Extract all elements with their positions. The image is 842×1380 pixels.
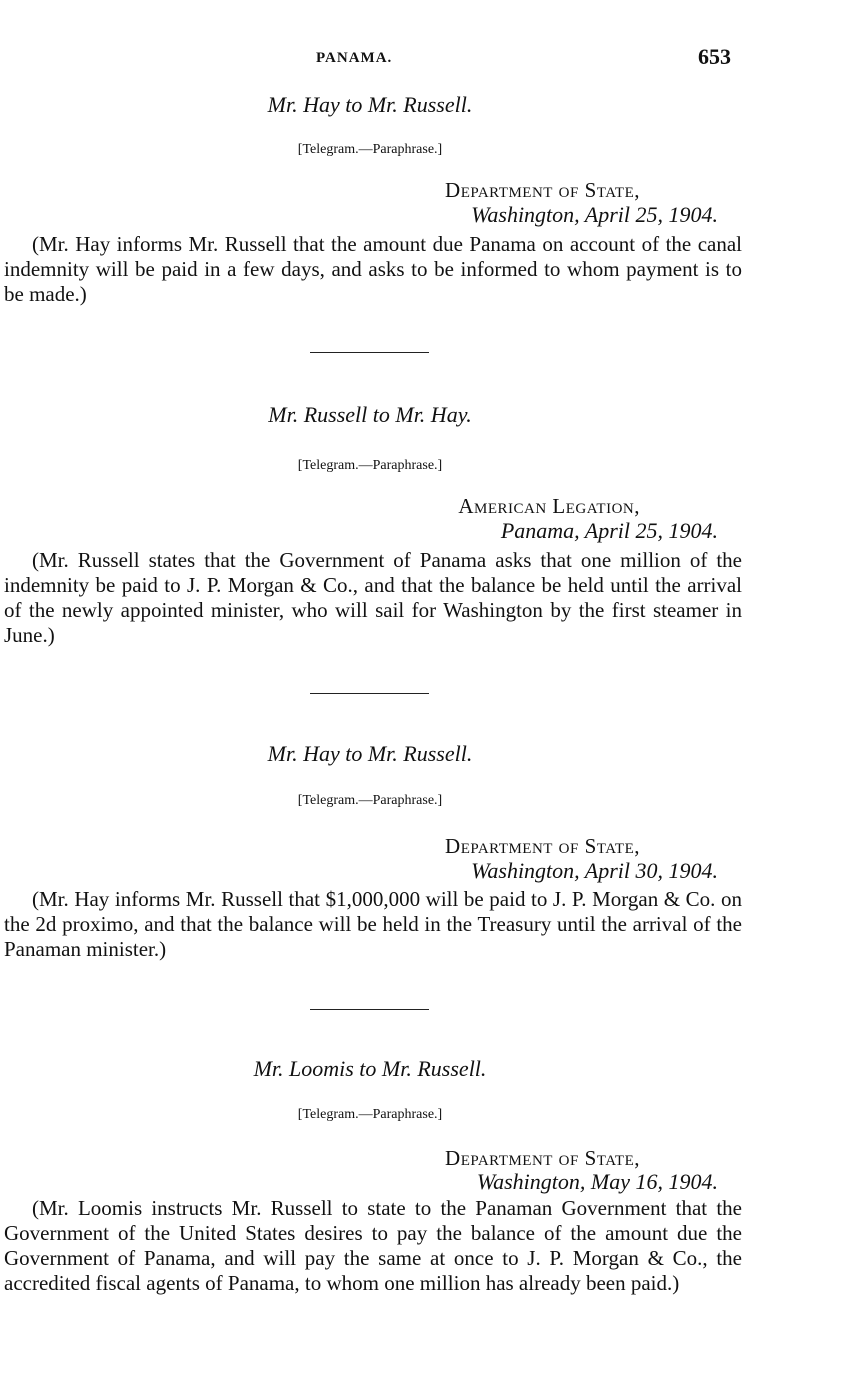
place-date-line: Washington, April 30, 1904. <box>471 858 718 883</box>
telegram-note: [Telegram.—Paraphrase.] <box>297 1107 443 1122</box>
sender-line: Department of State, <box>445 1146 640 1170</box>
telegram-note: [Telegram.—Paraphrase.] <box>297 793 443 808</box>
sender-line: Department of State, <box>445 834 640 858</box>
section-divider <box>310 1009 429 1010</box>
running-title: PANAMA. <box>316 50 393 66</box>
running-head <box>0 44 842 74</box>
section-divider <box>310 352 429 353</box>
telegram-heading: Mr. Russell to Mr. Hay. <box>268 402 472 427</box>
sender-line: Department of State, <box>445 178 640 202</box>
telegram-body: (Mr. Russell states that the Government of Panama asks that one million of the indemnity be paid to J. P. Morgan & Co., and that the balance be held until the arrival of the newly appointed minister, who will sail for Washington by the first steamer in June.) <box>4 548 742 647</box>
telegram-body: (Mr. Hay informs Mr. Russell that the amount due Panama on account of the canal indemnity will be paid in a few days, and asks to be informed to whom payment is to be made.) <box>4 232 742 306</box>
telegram-heading: Mr. Hay to Mr. Russell. <box>267 741 473 766</box>
section-divider <box>310 693 429 694</box>
telegram-body: (Mr. Loomis instructs Mr. Russell to state to the Panaman Government that the Government of the United States desires to pay the balance of the amount due the Government of Panama, and will pay the same at once to J. P. Morgan & Co., the accredited fiscal agents of Panama, to whom one million has already been paid.) <box>4 1196 742 1295</box>
telegram-heading: Mr. Hay to Mr. Russell. <box>267 92 473 117</box>
place-date-line: Panama, April 25, 1904. <box>500 518 718 543</box>
telegram-heading: Mr. Loomis to Mr. Russell. <box>253 1056 487 1081</box>
page-number: 653 <box>698 44 731 69</box>
place-date-line: Washington, April 25, 1904. <box>471 202 718 227</box>
place-date-line: Washington, May 16, 1904. <box>476 1169 718 1194</box>
telegram-note: [Telegram.—Paraphrase.] <box>297 142 443 157</box>
telegram-body: (Mr. Hay informs Mr. Russell that $1,000,000 will be paid to J. P. Morgan & Co. on the 2d proximo, and that the balance will be held in the Treasury until the arrival of the Panaman minister.) <box>4 887 742 961</box>
telegram-note: [Telegram.—Paraphrase.] <box>297 458 443 473</box>
sender-line: American Legation, <box>458 494 640 518</box>
